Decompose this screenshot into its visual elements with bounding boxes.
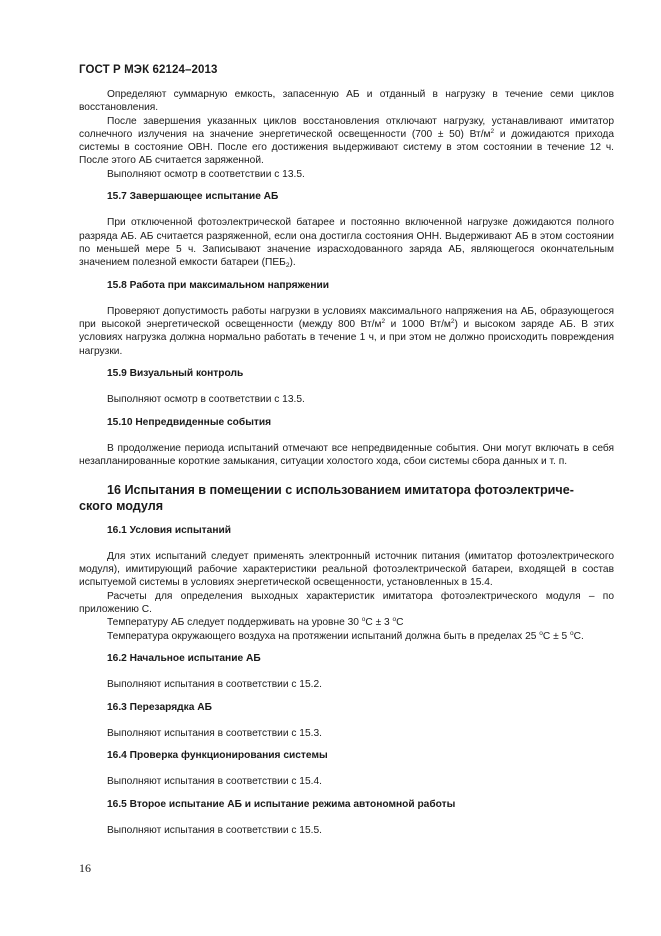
paragraph: В продолжение периода испытаний отмечают все непредвиденные события. Они могут включать в себя незапланированные короткие замыкания, ситуации холостого хода, сбои системы сбора данных и т. п.	[79, 442, 614, 468]
section-heading-15-7: 15.7 Завершающее испытание АБ	[107, 191, 279, 203]
paragraph: Расчеты для определения выходных характеристик имитатора фотоэлектрического модуля – по приложению С.	[79, 590, 614, 616]
section-heading-16-3: 16.3 Перезарядка АБ	[107, 701, 212, 713]
section-heading-15-9: 15.9 Визуальный контроль	[107, 368, 244, 380]
paragraph: Проверяют допустимость работы нагрузки в условиях максимального напряжения на АБ, образующегося при высокой энергетической освещенности (между 800 $Вт/м^2$ и 1000 $Вт/м^2$) и высоком заряде АБ. В этих условиях нагрузка должна нормально работать в течение 1 ч, и при этом не должно происходить повреждения нагрузки.	[79, 305, 614, 357]
section-heading-16-2: 16.2 Начальное испытание АБ	[107, 652, 261, 664]
paragraph: Для этих испытаний следует применять электронный источник питания (имитатор фотоэлектрического модуля), имитирующий рабочие характеристики реальной фотоэлектрической батареи, входящей в состав испытуемой системы в условиях энергетической освещенности, установленных в 15.4.	[79, 550, 614, 589]
section-heading-16-5: 16.5 Второе испытание АБ и испытание режима автономной работы	[107, 798, 456, 810]
section-heading-16-1: 16.1 Условия испытаний	[107, 524, 231, 536]
paragraph: Выполняют осмотр в соответствии с 13.5.	[107, 394, 305, 406]
page-number: 16	[79, 861, 91, 875]
paragraph: Выполняют испытания в соответствии с 15.2.	[107, 679, 322, 691]
paragraph: Температуру АБ следует поддерживать на уровне 30 $^o$С ± 3 $^o$С	[107, 616, 404, 629]
paragraph: Выполняют испытания в соответствии с 15.5.	[107, 824, 322, 836]
section-heading-16: 16 Испытания в помещении с использованием имитатора фотоэлектриче- ского модуля	[79, 482, 574, 513]
paragraph: Температура окружающего воздуха на протяжении испытаний должна быть в пределах 25 $^o$С ± 5 $^o$С.	[107, 629, 584, 642]
paragraph: Выполняют испытания в соответствии с 15.4.	[107, 776, 322, 788]
section-heading-15-10: 15.10 Непредвиденные события	[107, 416, 272, 428]
paragraph: После завершения указанных циклов восстановления отключают нагрузку, устанавливают имитатор солнечного излучения на значение энергетической освещенности (700 ± 50) $Вт/м^2$ и дожидаются прихода системы в состояние ОВН. После его достижения выдерживают систему в этом состоянии в течение 12 ч. После этого АБ считается заряженной.	[79, 115, 615, 167]
section-heading-16-4: 16.4 Проверка функционирования системы	[107, 750, 328, 762]
paragraph: Выполняют осмотр в соответствии с 13.5.	[107, 168, 305, 180]
paragraph: Выполняют испытания в соответствии с 15.3.	[107, 727, 322, 739]
paragraph: При отключенной фотоэлектрической батарее и постоянно включенной нагрузке дожидаются полного разряда АБ. АБ считается разряженной, если она достигла состояния ОНН. Выдерживают АБ в этом состоянии по меньшей мере 5 ч. Записывают значение израсходованного заряда АБ, являющегося окончательным значением полезной емкости батареи $(ПЕБ_2)$.	[79, 217, 614, 270]
document-body	[79, 88, 614, 837]
paragraph: Определяют суммарную емкость, запасенную АБ и отданный в нагрузку в течение семи циклов восстановления.	[79, 89, 614, 114]
section-heading-15-8: 15.8 Работа при максимальном напряжении	[107, 279, 330, 291]
document-header: ГОСТ Р МЭК 62124–2013	[79, 64, 218, 76]
